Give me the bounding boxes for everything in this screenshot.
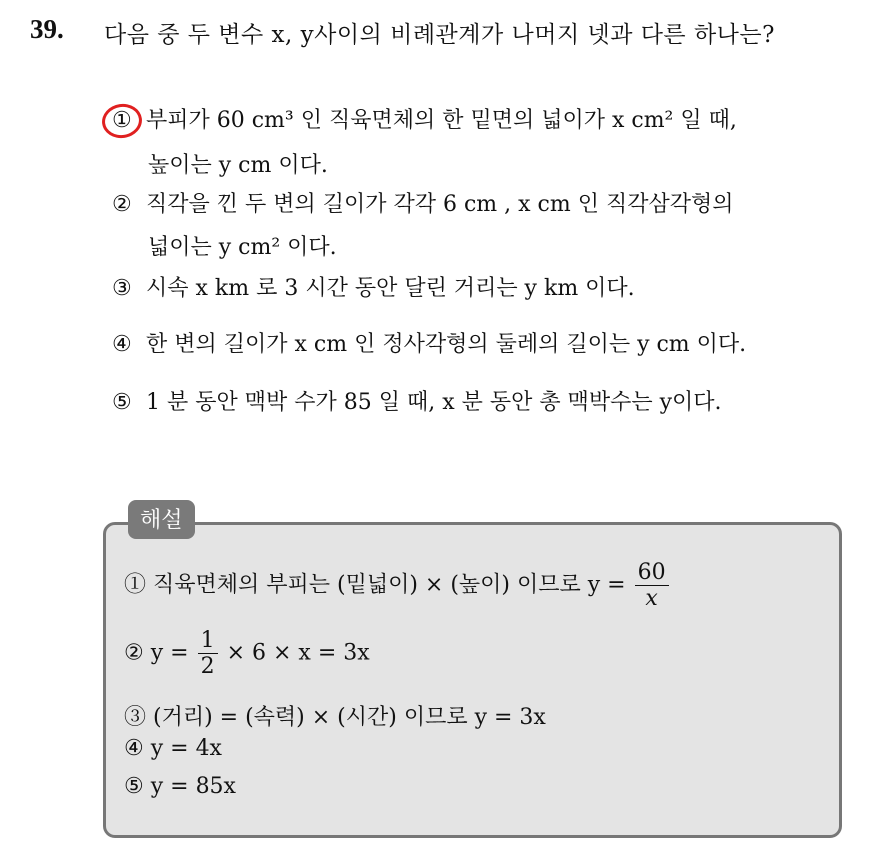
solution-line-3: ③ (거리) = (속력) × (시간) 이므로 y = 3x — [124, 705, 546, 730]
option-text: 직각을 낀 두 변의 길이가 각각 6 cm , x cm 인 직각삼각형의 — [146, 192, 734, 217]
solution-line-5: ⑤ y = 85x — [124, 774, 236, 799]
option-5[interactable] — [112, 390, 722, 416]
option-1-continuation: 높이는 y cm 이다. — [148, 153, 328, 178]
fraction-60-over-x — [635, 560, 669, 611]
option-mark: ④ — [112, 332, 132, 357]
fraction-denominator: x — [645, 586, 658, 611]
option-text: 한 변의 길이가 x cm 인 정사각형의 둘레의 길이는 y cm 이다. — [146, 332, 747, 357]
option-3[interactable] — [112, 276, 635, 302]
option-4[interactable] — [112, 332, 746, 358]
option-mark: ① — [112, 108, 132, 133]
fraction-numerator: 60 — [635, 560, 669, 586]
option-mark: ② — [112, 192, 132, 217]
solution-line-1-text: ① 직육면체의 부피는 (밑넓이) × (높이) 이므로 y = — [124, 572, 626, 598]
fraction-1-over-2 — [198, 628, 218, 679]
option-text: 부피가 60 cm³ 인 직육면체의 한 밑면의 넓이가 x cm² 일 때, — [146, 108, 737, 133]
solution-line-2-post: × 6 × x = 3x — [226, 640, 370, 666]
option-mark: ⑤ — [112, 390, 132, 415]
solution-line-2-pre: ② y = — [124, 640, 189, 666]
question-number: 39. — [30, 14, 64, 44]
option-mark: ③ — [112, 276, 132, 301]
solution-line-2 — [124, 628, 370, 679]
option-2-continuation: 넓이는 y cm² 이다. — [148, 235, 337, 260]
option-text: 시속 x km 로 3 시간 동안 달린 거리는 y km 이다. — [146, 276, 635, 301]
option-1[interactable] — [112, 108, 737, 134]
solution-tag: 해설 — [128, 500, 195, 539]
question-text: 다음 중 두 변수 x, y사이의 비례관계가 나머지 넷과 다른 하나는? — [104, 22, 775, 48]
option-2[interactable] — [112, 192, 733, 218]
solution-line-4: ④ y = 4x — [124, 736, 222, 761]
option-text: 1 분 동안 맥박 수가 85 일 때, x 분 동안 총 맥박수는 y이다. — [146, 390, 722, 415]
fraction-numerator: 1 — [198, 628, 218, 654]
fraction-denominator: 2 — [200, 654, 215, 679]
solution-line-1 — [124, 560, 671, 611]
